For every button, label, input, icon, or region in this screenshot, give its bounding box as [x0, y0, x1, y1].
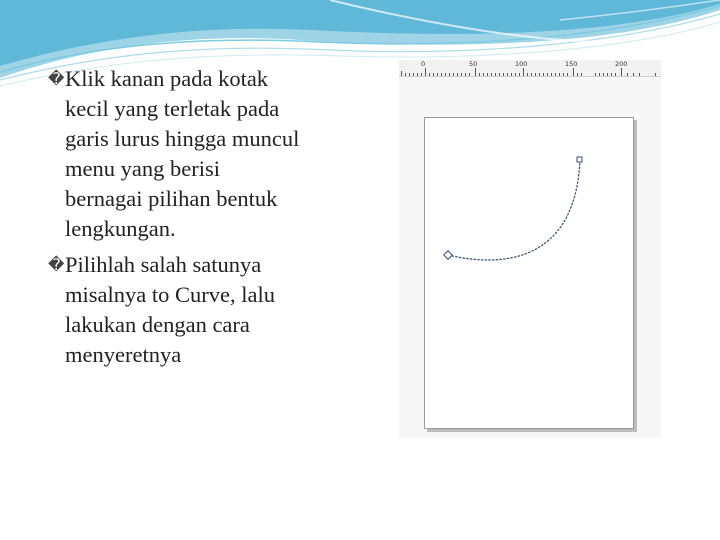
app-screenshot: [399, 60, 661, 438]
bullet-text-line: misalnya to Curve, lalu: [65, 282, 275, 307]
bullet-item: [48, 64, 340, 244]
curved-line: [448, 160, 580, 260]
bullet-text-line: Pilihlah salah satunya: [65, 252, 262, 277]
bullet-text-line: lengkungan.: [65, 216, 176, 241]
ruler-label: 100: [515, 60, 528, 68]
bullet-text-line: Klik kanan pada kotak: [65, 66, 269, 91]
instruction-text: [48, 64, 340, 376]
bullet-icon: �: [48, 255, 65, 274]
horizontal-ruler: [399, 60, 661, 77]
ruler-label: 50: [469, 60, 478, 68]
curve-node-icon: [444, 251, 452, 259]
bullet-text-line: menu yang berisi: [65, 156, 220, 181]
curve-node-icon: [577, 157, 582, 162]
ruler-label: 150: [565, 60, 578, 68]
bullet-text-line: kecil yang terletak pada: [65, 96, 280, 121]
drawing-page[interactable]: [424, 117, 634, 429]
bullet-icon: �: [48, 69, 65, 88]
ruler-label: 200: [615, 60, 628, 68]
ruler-label: 0: [421, 60, 426, 68]
bullet-text-line: garis lurus hingga muncul: [65, 126, 300, 151]
bullet-text-line: bernagai pilihan bentuk: [65, 186, 278, 211]
bullet-text-line: menyeretnya: [65, 342, 182, 367]
bullet-item: [48, 250, 340, 370]
bullet-text-line: lakukan dengan cara: [65, 312, 250, 337]
drawing-canvas: [425, 118, 633, 428]
